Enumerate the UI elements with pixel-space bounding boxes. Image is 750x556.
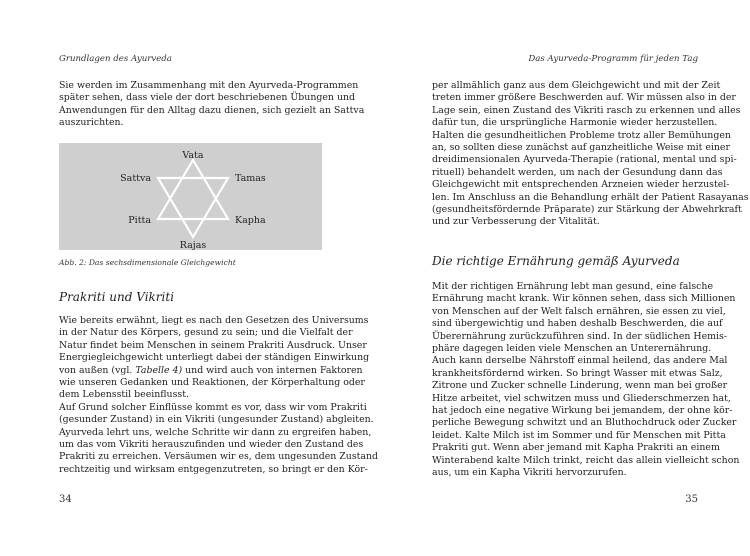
text-line: aus, um ein Kapha Vikriti hervorzurufen. xyxy=(432,467,627,479)
text-line: dem Lebensstil beeinflusst. xyxy=(59,389,189,401)
text-line: an, so sollten diese zunächst auf ganzheitliche Weise mit einer xyxy=(432,142,730,154)
text-line: Zitrone und Zucker schnelle Linderung, wenn man bei großer xyxy=(432,380,728,392)
text-line: Lage sein, einen Zustand des Vikriti rasch zu erkennen und alles xyxy=(432,104,741,116)
text-line: per allmählich ganz aus dem Gleichgewicht und mit der Zeit xyxy=(432,80,721,91)
page-number-left: 34 xyxy=(59,494,72,505)
downward-triangle xyxy=(158,178,228,237)
intro-paragraph xyxy=(59,80,365,130)
text-line: Prakriti gut. Wenn aber jemand mit Kapha Prakriti an einem xyxy=(432,442,720,454)
text-line: rituell) behandelt werden, um nach der Gesundung dann das xyxy=(432,166,723,178)
upward-triangle xyxy=(158,160,228,219)
text-line: krankheitsfördernd wirken. So bringt Wasser mit etwas Salz, xyxy=(432,367,723,379)
page-number-right: 35 xyxy=(685,494,698,505)
label-tamas: Tamas xyxy=(235,173,266,184)
text-line: len. Im Anschluss an die Behandlung erhält der Patient Rasayanas xyxy=(432,191,749,203)
text-line: Hitze arbeitet, viel schwitzen muss und Gliederschmerzen hat, xyxy=(432,392,731,404)
text-line: Wie bereits erwähnt, liegt es nach den Gesetzen des Universums xyxy=(59,315,369,326)
text-line: Energiegleichgewicht unterliegt dabei der ständigen Einwirkung xyxy=(59,352,370,364)
text-line: Ayurveda lehrt uns, welche Schritte wir dann zu ergreifen haben, xyxy=(59,426,372,438)
text-line: von Menschen auf der Welt falsch ernähren, sie essen zu viel, xyxy=(432,305,726,317)
text-line: später sehen, dass viele der dort beschriebenen Übungen und xyxy=(59,92,356,104)
text-line: Auf Grund solcher Einflüsse kommt es vor, dass wir vom Prakriti xyxy=(59,401,367,413)
section-heading-prakriti: Prakriti und Vikriti xyxy=(59,290,175,304)
text-line: rechtzeitig und wirksam entgegenzutreten, so bringt er den Kör- xyxy=(59,463,368,475)
text-line: Anwendungen für den Alltag dazu dienen, sich gezielt an Sattva xyxy=(59,104,365,116)
text-line: und zur Verbesserung der Vitalität. xyxy=(432,216,600,228)
right-page xyxy=(375,0,750,556)
text-line: wie unseren Gedanken und Reaktionen, der Körperhaltung oder xyxy=(59,377,365,389)
prakriti-paragraph xyxy=(59,315,379,476)
nutrition-paragraph xyxy=(432,281,740,480)
label-pitta: Pitta xyxy=(128,215,151,226)
text-line: auszurichten. xyxy=(59,117,124,129)
text-line xyxy=(59,364,363,377)
text-segment: von außen (vgl. xyxy=(59,364,136,376)
text-line: treten immer größere Beschwerden auf. Wir müssen also in der xyxy=(432,92,736,104)
running-head-left: Grundlagen des Ayurveda xyxy=(59,54,172,64)
text-line: Prakriti zu erreichen. Versäumen wir es, dem ungesunden Zustand xyxy=(59,451,379,463)
text-line: leidet. Kalte Milch ist im Sommer und für Menschen mit Pitta xyxy=(432,429,726,441)
table-reference: Tabelle 4) xyxy=(135,364,183,376)
text-line: Auch kann derselbe Nährstoff einmal heilend, das andere Mal xyxy=(432,355,728,367)
text-line: Halten die gesundheitlichen Probleme trotz aller Bemühungen xyxy=(432,129,731,141)
text-line: um das vom Vikriti herauszufinden und wieder den Zustand des xyxy=(59,439,364,451)
text-line: Gleichgewicht mit entsprechenden Arzneien wieder herzustel- xyxy=(432,179,730,191)
figure-caption: Abb. 2: Das sechsdimensionale Gleichgewicht xyxy=(59,258,236,267)
section-heading-nutrition: Die richtige Ernährung gemäß Ayurveda xyxy=(432,254,680,268)
text-segment: und wird auch von internen Faktoren xyxy=(182,364,363,376)
label-rajas: Rajas xyxy=(179,240,207,251)
text-line: hat jedoch eine negative Wirkung bei jemandem, der ohne kör- xyxy=(432,405,733,417)
text-line: Winterabend kalte Milch trinkt, reicht das allein vielleicht schon xyxy=(432,454,740,466)
text-line: dreidimensionalen Ayurveda-Therapie (rational, mental und spi- xyxy=(432,154,737,166)
text-line: dafür tun, die ursprüngliche Harmonie wieder herzustellen. xyxy=(432,117,718,129)
label-kapha: Kapha xyxy=(235,215,266,226)
hexagram-diagram xyxy=(59,143,322,250)
label-vata: Vata xyxy=(182,150,204,161)
continuation-paragraph xyxy=(432,80,749,229)
text-line: Ernährung macht krank. Wir können sehen, dass sich Millionen xyxy=(432,293,736,305)
text-line: Überernährung zurückzuführen sind. In der südlichen Hemis- xyxy=(432,330,727,342)
text-line: Mit der richtigen Ernährung lebt man gesund, eine falsche xyxy=(432,281,713,292)
text-line: (gesundheitsfördernde Präparate) zur Stärkung der Abwehrkraft xyxy=(432,204,742,216)
label-sattva: Sattva xyxy=(120,173,151,184)
text-line: Sie werden im Zusammenhang mit den Ayurveda-Programmen xyxy=(59,80,359,91)
running-head-right: Das Ayurveda-Programm für jeden Tag xyxy=(528,54,698,64)
text-line: (gesunder Zustand) in ein Vikriti (ungesunder Zustand) abgleiten. xyxy=(59,414,374,426)
six-dimensional-balance-figure xyxy=(59,143,322,250)
text-line: sind übergewichtig und haben deshalb Beschwerden, die auf xyxy=(432,318,723,330)
text-line: Natur findet beim Menschen in seinem Prakriti Ausdruck. Unser xyxy=(59,339,367,351)
text-line: perliche Bewegung schwitzt und an Bluthochdruck oder Zucker xyxy=(432,417,737,429)
text-line: in der Natur des Körpers, gesund zu sein; und die Vielfalt der xyxy=(59,327,353,339)
text-line: phäre dagegen leiden viele Menschen an Unterernährung. xyxy=(432,343,712,355)
